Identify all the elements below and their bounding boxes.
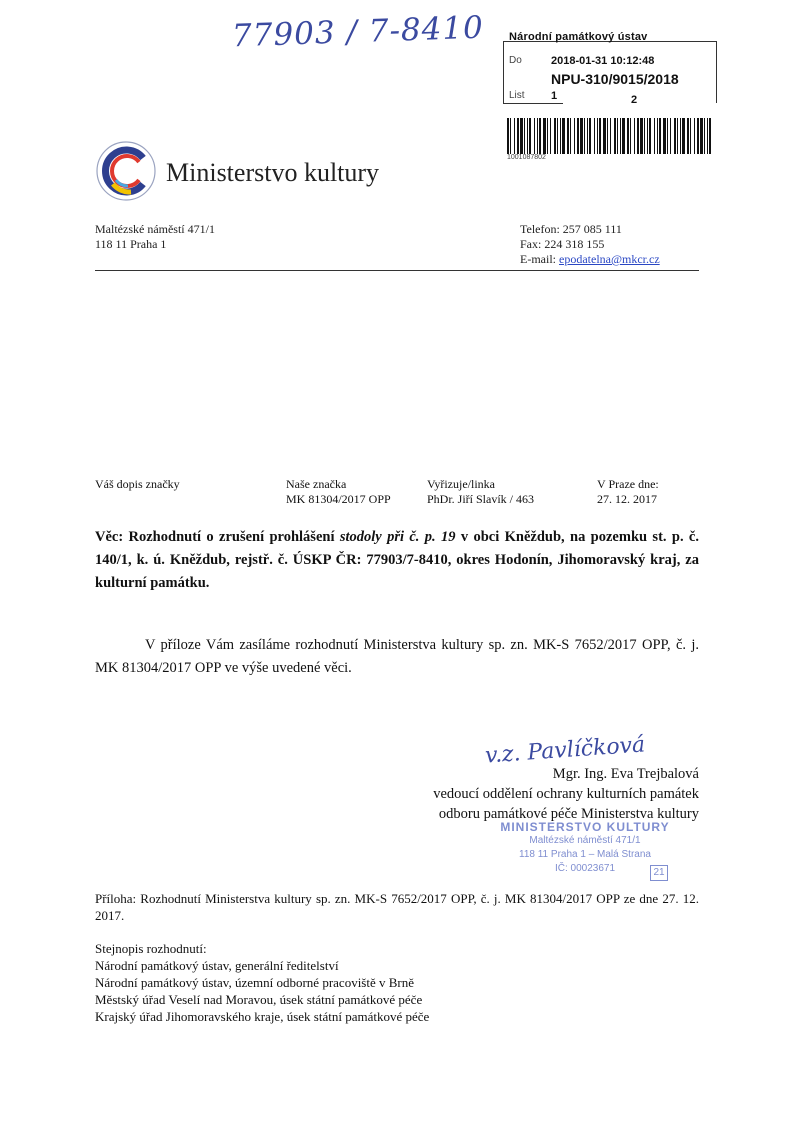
sender-contacts [520, 222, 660, 267]
handled-by-value: PhDr. Jiří Slavík / 463 [427, 492, 535, 506]
address-line: Maltézské náměstí 471/1 [95, 222, 215, 236]
address-line: 118 11 Praha 1 [95, 237, 167, 251]
our-ref [286, 477, 391, 507]
stamp-received-datetime: 2018-01-31 10:12:48 [551, 55, 655, 67]
stamp-line: Maltézské náměstí 471/1 [529, 835, 641, 846]
stamp-received-label: Do [509, 55, 522, 66]
place-date-label: V Praze dne: [597, 477, 659, 491]
subject-prefix: Věc: Rozhodnutí o zrušení prohlášení [95, 529, 340, 545]
subject [95, 526, 699, 595]
stamp-reference: NPU-310/9015/2018 [551, 71, 679, 87]
handwritten-reference: 77903 / 7-8410 [231, 9, 485, 55]
registry-stamp [503, 31, 717, 106]
phone: Telefon: 257 085 111 [520, 222, 622, 236]
list-item: Národní památkový ústav, územní odborné pracoviště v Brně [95, 975, 415, 990]
stamp-line: MINISTERSTVO KULTURY [500, 820, 670, 834]
barcode [507, 118, 711, 158]
stamp-sheets-value: 1 [551, 90, 558, 102]
stamp-number-badge: 21 [650, 865, 668, 881]
fax: Fax: 224 318 155 [520, 237, 605, 251]
copies-list [95, 940, 429, 1025]
copies-heading: Stejnopis rozhodnutí: [95, 941, 207, 956]
handled-by-label: Vyřizuje/linka [427, 477, 495, 491]
our-ref-value: MK 81304/2017 OPP [286, 492, 391, 506]
your-ref [95, 477, 180, 492]
body-paragraph [95, 634, 699, 680]
place-date [597, 477, 659, 507]
signatory-department: odboru památkové péče Ministerstva kultury [438, 806, 699, 822]
attachment-note: Příloha: Rozhodnutí Ministerstva kultury sp. zn. MK-S 7652/2017 OPP, č. j. MK 81304/2017 OPP ze dne 27. 12. 2017. [95, 891, 699, 923]
stamp-institution: Národní památkový ústav [509, 31, 648, 43]
list-item: Národní památkový ústav, generální ředitelství [95, 958, 339, 973]
header-divider [95, 270, 699, 271]
date-value: 27. 12. 2017 [597, 492, 657, 506]
ministry-logo-icon [95, 140, 157, 202]
office-stamp [500, 820, 670, 876]
email-link[interactable]: epodatelna@mkcr.cz [559, 252, 660, 266]
email-label: E-mail: [520, 252, 559, 266]
stamp-line: IČ: 00023671 [554, 863, 616, 874]
handled-by [427, 477, 534, 507]
body-text: V příloze Vám zasíláme rozhodnutí Ministerstva kultury sp. zn. MK-S 7652/2017 OPP, č. j. MK 81304/2017 OPP ve výše uvedené věci. [95, 637, 699, 676]
your-ref-label: Váš dopis značky [95, 477, 180, 491]
handwritten-signature: v.z. Pavlíčková [484, 732, 646, 769]
email [520, 252, 660, 267]
stamp-attachments-value: 2 [631, 94, 638, 106]
subject-italic: stodoly při č. p. 19 [339, 529, 456, 545]
our-ref-label: Naše značka [286, 477, 347, 491]
stamp-line: 118 11 Praha 1 – Malá Strana [519, 849, 651, 860]
subject-suffix: v obci Kněždub, na pozemku st. p. č. 140/1, k. ú. Kněždub, rejstř. č. ÚSKP ČR: 77903/7-8410, okres Hodonín, Jihomoravský kraj, za kulturní památku. [95, 529, 699, 591]
signatory-name: Mgr. Ing. Eva Trejbalová [552, 766, 699, 782]
stamp-sheets-label: List [509, 90, 525, 101]
sender-address [95, 222, 215, 252]
barcode-number: 1001087802 [507, 154, 546, 161]
signatory-title: vedoucí oddělení ochrany kulturních památek [433, 786, 699, 802]
list-item: Městský úřad Veselí nad Moravou, úsek státní památkové péče [95, 992, 423, 1007]
list-item: Krajský úřad Jihomoravského kraje, úsek státní památkové péče [95, 1009, 430, 1024]
ministry-name: Ministerstvo kultury [166, 158, 380, 187]
signature-block [300, 764, 699, 824]
